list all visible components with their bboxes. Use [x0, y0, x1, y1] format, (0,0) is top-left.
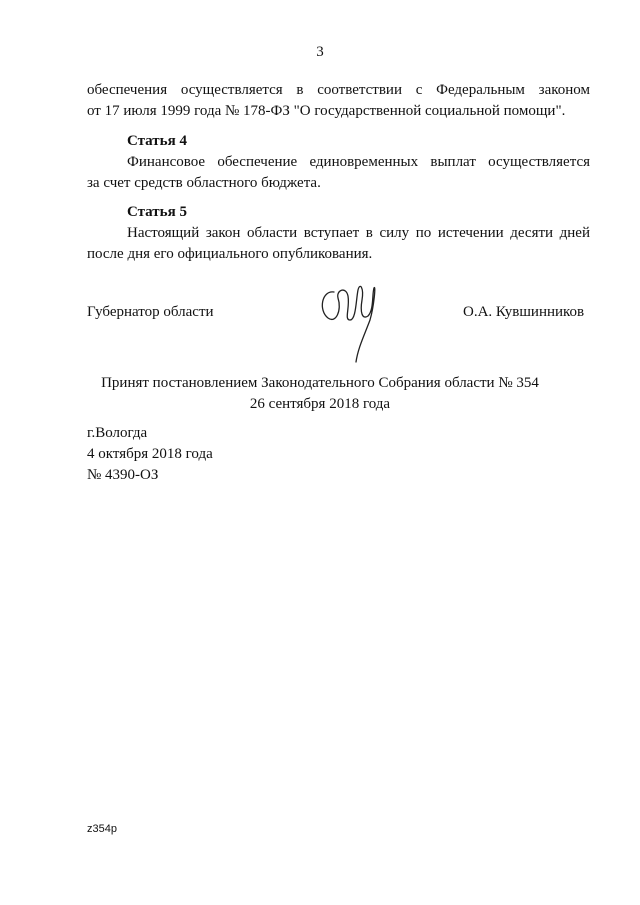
- intro-line-2: от 17 июля 1999 года № 178-ФЗ "О государственной социальной помощи".: [87, 103, 566, 119]
- signatory-title: Губернатор области: [87, 304, 214, 320]
- law-details: [87, 423, 387, 486]
- law-number: № 4390-ОЗ: [87, 467, 159, 483]
- city: г.Вологда: [87, 425, 148, 441]
- footer-code: z354p: [87, 823, 117, 835]
- article-5-heading: Статья 5: [127, 204, 187, 220]
- page-number: 3: [316, 44, 324, 60]
- intro-paragraph: [87, 80, 590, 122]
- adoption-line-1: Принят постановлением Законодательного Собрания области № 354: [101, 375, 539, 391]
- adoption-line-2: 26 сентября 2018 года: [249, 396, 391, 412]
- article-5-line-1: Настоящий закон области вступает в силу по истечении десяти дней: [127, 225, 590, 241]
- article-4-line-1: Финансовое обеспечение единовременных выплат осуществляется: [127, 154, 590, 170]
- intro-line-1: обеспечения осуществляется в соответствии с Федеральным законом: [87, 82, 590, 98]
- handwritten-signature: [312, 280, 384, 372]
- law-date: 4 октября 2018 года: [87, 446, 213, 462]
- article-5: [87, 202, 590, 265]
- article-4-heading: Статья 4: [127, 133, 187, 149]
- article-4-line-2: за счет средств областного бюджета.: [87, 175, 321, 191]
- signatory-name: О.А. Кувшинников: [463, 304, 585, 320]
- article-4: [87, 131, 590, 194]
- adoption-note: [0, 373, 640, 415]
- article-5-line-2: после дня его официального опубликования.: [87, 246, 373, 262]
